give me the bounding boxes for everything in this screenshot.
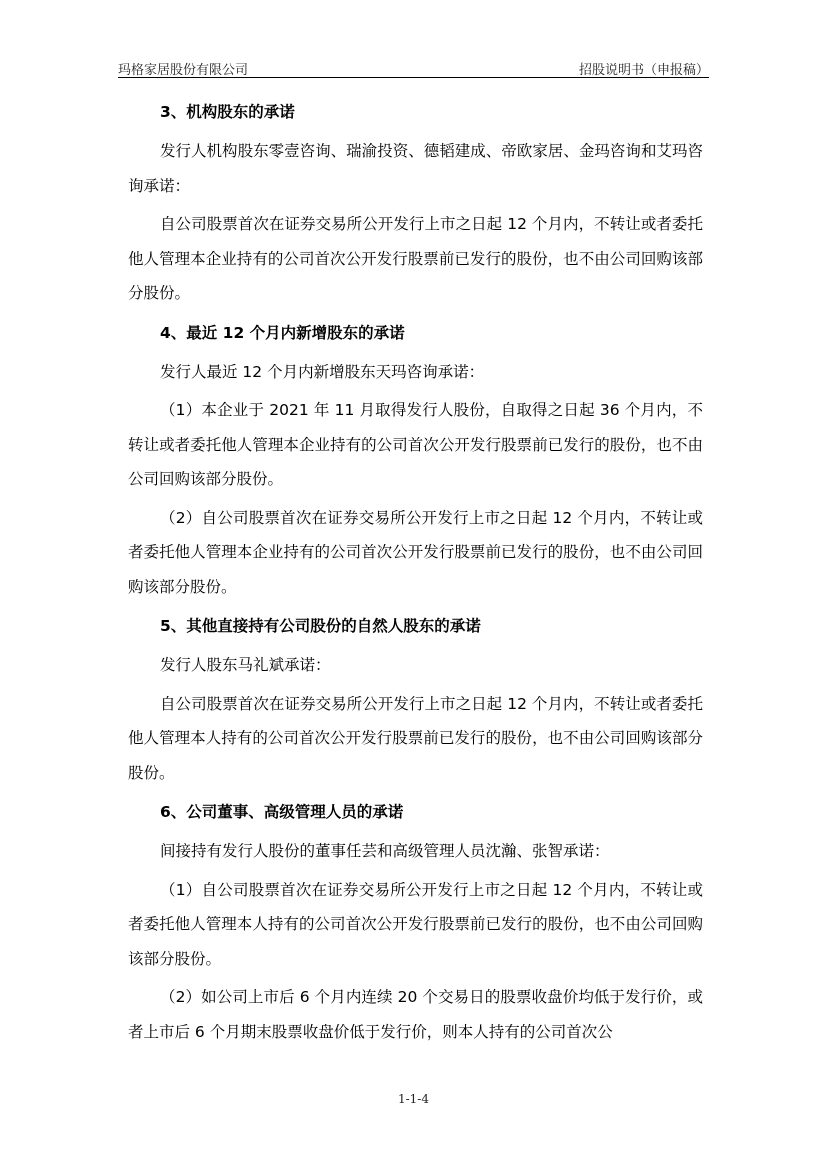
header-company-name: 玛格家居股份有限公司 bbox=[118, 63, 249, 78]
paragraph: （1）本企业于 2021 年 11 月取得发行人股份，自取得之日起 36 个月内，不转让或者委托他人管理本企业持有的公司首次公开发行股票前已发行的股份，也不由公司回购该部分股份。 bbox=[128, 401, 703, 488]
paragraph: （2）自公司股票首次在证券交易所公开发行上市之日起 12 个月内，不转让或者委托他人管理本企业持有的公司首次公开发行股票前已发行的股份，也不由公司回购该部分股份。 bbox=[128, 508, 703, 596]
paragraph: （1）自公司股票首次在证券交易所公开发行上市之日起 12 个月内，不转让或者委托他人管理本人持有的公司首次公开发行股票前已发行的股份，也不由公司回购该部分股份。 bbox=[128, 880, 703, 968]
section-4 bbox=[128, 321, 703, 605]
header-divider bbox=[118, 77, 709, 78]
section-heading: 3、机构股东的承诺 bbox=[160, 103, 295, 121]
paragraph: 发行人机构股东零壹咨询、瑞渝投资、德韬建成、帝欧家居、金玛咨询和艾玛咨询承诺： bbox=[128, 142, 703, 195]
section-heading: 4、最近 12 个月内新增股东的承诺 bbox=[160, 323, 405, 342]
document-body bbox=[128, 90, 703, 1053]
section-5 bbox=[128, 614, 703, 790]
header-document-title: 招股说明书（申报稿） bbox=[578, 63, 709, 78]
paragraph: 发行人最近 12 个月内新增股东天玛咨询承诺： bbox=[160, 362, 485, 381]
page-header bbox=[118, 57, 709, 77]
paragraph: 自公司股票首次在证券交易所公开发行上市之日起 12 个月内，不转让或者委托他人管理本企业持有的公司首次公开发行股票前已发行的股份，也不由公司回购该部分股份。 bbox=[128, 215, 703, 302]
section-3 bbox=[128, 100, 703, 311]
paragraph: （2）如公司上市后 6 个月内连续 20 个交易日的股票收盘价均低于发行价，或者上市后 6 个月期末股票收盘价低于发行价，则本人持有的公司首次公 bbox=[128, 988, 703, 1041]
paragraph: 间接持有发行人股份的董事任芸和高级管理人员沈瀚、张智承诺： bbox=[160, 842, 610, 860]
section-heading: 6、公司董事、高级管理人员的承诺 bbox=[160, 803, 404, 821]
section-6 bbox=[128, 800, 703, 1049]
section-heading: 5、其他直接持有公司股份的自然人股东的承诺 bbox=[160, 617, 481, 635]
paragraph: 自公司股票首次在证券交易所公开发行上市之日起 12 个月内，不转让或者委托他人管理本人持有的公司首次公开发行股票前已发行的股份，也不由公司回购该部分股份。 bbox=[128, 694, 703, 782]
page-number: 1-1-4 bbox=[397, 1092, 429, 1106]
paragraph: 发行人股东马礼斌承诺： bbox=[160, 656, 331, 674]
